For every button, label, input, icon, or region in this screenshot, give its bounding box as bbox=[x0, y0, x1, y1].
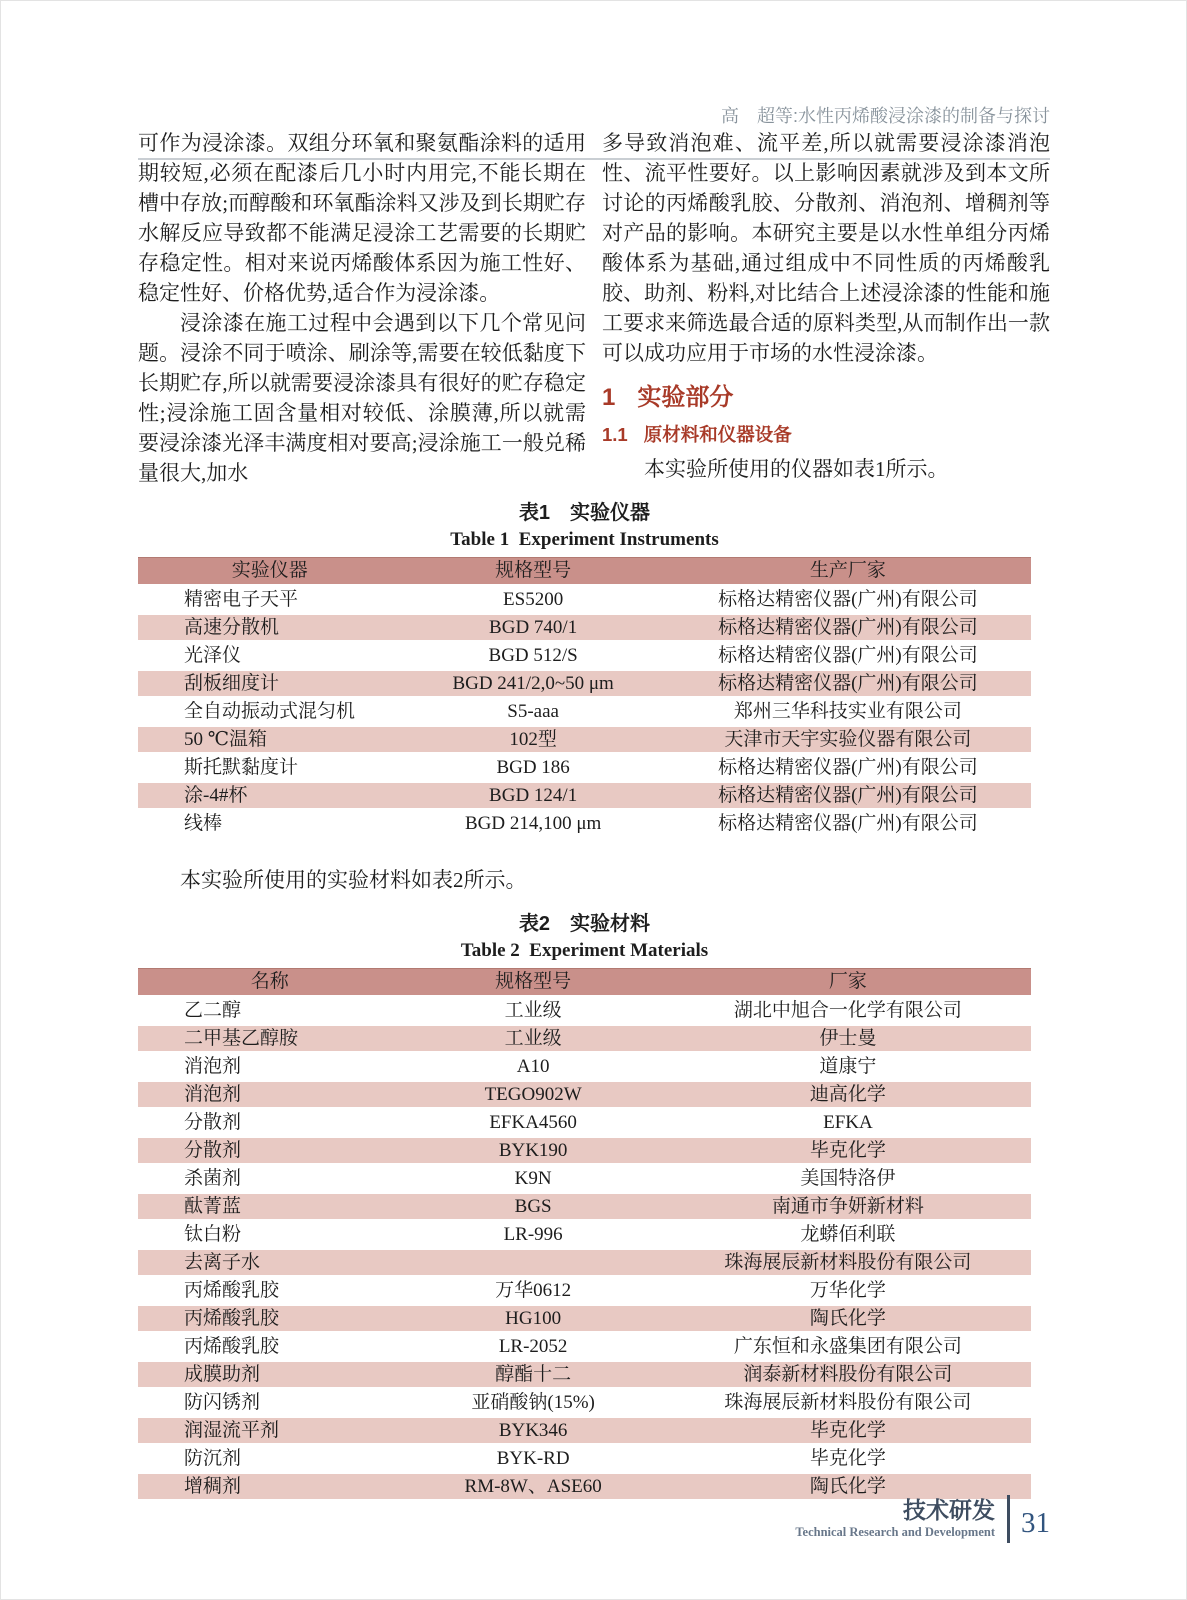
table-cell: 工业级 bbox=[401, 1026, 664, 1054]
table-cell: 标格达精密仪器(广州)有限公司 bbox=[665, 811, 1031, 839]
table-cell: 毕克化学 bbox=[665, 1446, 1031, 1474]
table-row bbox=[138, 1278, 1031, 1306]
footer-section-labels bbox=[795, 1497, 995, 1541]
table-cell: 南通市争妍新材料 bbox=[665, 1194, 1031, 1222]
table-cell: 润泰新材料股份有限公司 bbox=[665, 1362, 1031, 1390]
table-cell: 广东恒和永盛集团有限公司 bbox=[665, 1334, 1031, 1362]
two-column-body bbox=[138, 128, 1050, 488]
table-cell: 刮板细度计 bbox=[138, 671, 401, 699]
table-cell: 线棒 bbox=[138, 811, 401, 839]
table-cell: BYK-RD bbox=[401, 1446, 664, 1474]
paragraph: 浸涂漆在施工过程中会遇到以下几个常见问题。浸涂不同于喷涂、刷涂等,需要在较低黏度下长期贮存,所以就需要浸涂漆具有很好的贮存稳定性;浸涂施工固含量相对较低、涂膜薄,所以就需要浸涂漆光泽丰满度相对要高;浸涂施工一般兑稀量很大,加水 bbox=[138, 311, 586, 485]
table2-caption-en: Table 2 Experiment Materials bbox=[460, 940, 709, 961]
table1-caption-en: Table 1 Experiment Instruments bbox=[450, 529, 719, 550]
table-row bbox=[138, 727, 1031, 755]
table-cell: BGD 740/1 bbox=[401, 615, 664, 643]
column-header: 规格型号 bbox=[401, 968, 664, 998]
table2-caption bbox=[138, 911, 1031, 963]
table-cell: HG100 bbox=[401, 1306, 664, 1334]
table-row bbox=[138, 1362, 1031, 1390]
table-cell: LR-996 bbox=[401, 1222, 664, 1250]
table-cell: 标格达精密仪器(广州)有限公司 bbox=[665, 671, 1031, 699]
table-cell: ES5200 bbox=[401, 587, 664, 615]
table-cell: 陶氏化学 bbox=[665, 1474, 1031, 1502]
table-cell bbox=[401, 1250, 664, 1278]
table-cell: 二甲基乙醇胺 bbox=[138, 1026, 401, 1054]
table-row bbox=[138, 587, 1031, 615]
table-cell: 去离子水 bbox=[138, 1250, 401, 1278]
running-title: 高 超等:水性丙烯酸浸涂漆的制备与探讨 bbox=[721, 106, 1050, 126]
table-row bbox=[138, 998, 1031, 1026]
section-heading-1-1 bbox=[602, 422, 1050, 448]
paragraph: 多导致消泡难、流平差,所以就需要浸涂漆消泡性、流平性要好。以上影响因素就涉及到本文所讨论的丙烯酸乳胶、分散剂、消泡剂、增稠剂等对产品的影响。本研究主要是以水性单组分丙烯酸体系为基础,通过组成中不同性质的丙烯酸乳胶、助剂、粉料,对比结合上述浸涂漆的性能和施工要求来筛选最合适的原料类型,从而制作出一款可以成功应用于市场的水性浸涂漆。 bbox=[602, 131, 1050, 365]
table-cell: BGD 512/S bbox=[401, 643, 664, 671]
table-cell: 涂-4#杯 bbox=[138, 783, 401, 811]
table-cell: 润湿流平剂 bbox=[138, 1418, 401, 1446]
table-cell: 珠海展辰新材料股份有限公司 bbox=[665, 1250, 1031, 1278]
table-cell: 湖北中旭合一化学有限公司 bbox=[665, 998, 1031, 1026]
table-row bbox=[138, 1054, 1031, 1082]
table-row bbox=[138, 783, 1031, 811]
table-cell: BGD 241/2,0~50 μm bbox=[401, 671, 664, 699]
paragraph: 可作为浸涂漆。双组分环氧和聚氨酯涂料的适用期较短,必须在配漆后几小时内用完,不能长期在槽中存放;而醇酸和环氧酯涂料又涉及到长期贮存水解反应导致都不能满足浸涂工艺需要的长期贮存稳定性。相对来说丙烯酸体系因为施工性好、稳定性好、价格优势,适合作为浸涂漆。 bbox=[138, 131, 586, 305]
column-header: 厂家 bbox=[665, 968, 1031, 998]
table-row bbox=[138, 1138, 1031, 1166]
section-heading-1 bbox=[602, 382, 1050, 414]
table-row bbox=[138, 755, 1031, 783]
table-cell: 丙烯酸乳胶 bbox=[138, 1334, 401, 1362]
table-cell: A10 bbox=[401, 1054, 664, 1082]
table-cell: 光泽仪 bbox=[138, 643, 401, 671]
table-cell: BGD 124/1 bbox=[401, 783, 664, 811]
table-experiment-materials bbox=[138, 968, 1031, 1502]
table2-caption-cn: 表2 实验材料 bbox=[518, 913, 651, 935]
footer-divider bbox=[1007, 1495, 1010, 1543]
table-cell: 全自动振动式混匀机 bbox=[138, 699, 401, 727]
table-cell: 酞菁蓝 bbox=[138, 1194, 401, 1222]
table-cell: 分散剂 bbox=[138, 1110, 401, 1138]
table-cell: TEGO902W bbox=[401, 1082, 664, 1110]
table1-caption-cn: 表1 实验仪器 bbox=[518, 502, 651, 524]
table-cell: 标格达精密仪器(广州)有限公司 bbox=[665, 755, 1031, 783]
table-row bbox=[138, 1390, 1031, 1418]
table-cell: 标格达精密仪器(广州)有限公司 bbox=[665, 587, 1031, 615]
table-row bbox=[138, 811, 1031, 839]
table-cell: 钛白粉 bbox=[138, 1222, 401, 1250]
table-cell: 防沉剂 bbox=[138, 1446, 401, 1474]
table-cell: 郑州三华科技实业有限公司 bbox=[665, 699, 1031, 727]
table-cell: 龙蟒佰利联 bbox=[665, 1222, 1031, 1250]
table-cell: 陶氏化学 bbox=[665, 1306, 1031, 1334]
table-row bbox=[138, 615, 1031, 643]
table-cell: 成膜助剂 bbox=[138, 1362, 401, 1390]
table-cell: 美国特洛伊 bbox=[665, 1166, 1031, 1194]
table-cell: 102型 bbox=[401, 727, 664, 755]
page-content bbox=[138, 128, 1050, 1502]
table-cell: 50 ℃温箱 bbox=[138, 727, 401, 755]
table-body bbox=[138, 998, 1031, 1502]
table-header-row bbox=[138, 968, 1031, 998]
footer-section-cn: 技术研发 bbox=[903, 1497, 995, 1523]
right-column bbox=[602, 128, 1050, 488]
table-cell: EFKA4560 bbox=[401, 1110, 664, 1138]
table-cell: 增稠剂 bbox=[138, 1474, 401, 1502]
table-row bbox=[138, 1166, 1031, 1194]
table-cell: 标格达精密仪器(广州)有限公司 bbox=[665, 783, 1031, 811]
table-cell: 分散剂 bbox=[138, 1138, 401, 1166]
table-cell: 迪高化学 bbox=[665, 1082, 1031, 1110]
table-cell: RM-8W、ASE60 bbox=[401, 1474, 664, 1502]
table-header bbox=[138, 557, 1031, 587]
table-cell: 毕克化学 bbox=[665, 1138, 1031, 1166]
table-cell: 天津市天宇实验仪器有限公司 bbox=[665, 727, 1031, 755]
table-row bbox=[138, 1250, 1031, 1278]
table-row bbox=[138, 1110, 1031, 1138]
page-footer bbox=[138, 1495, 1050, 1543]
table-cell: 工业级 bbox=[401, 998, 664, 1026]
table-cell: 高速分散机 bbox=[138, 615, 401, 643]
table-row bbox=[138, 1026, 1031, 1054]
table-experiment-instruments bbox=[138, 557, 1031, 839]
table-body bbox=[138, 587, 1031, 839]
table-cell: 精密电子天平 bbox=[138, 587, 401, 615]
table-cell: BGS bbox=[401, 1194, 664, 1222]
table-cell: 消泡剂 bbox=[138, 1054, 401, 1082]
table-cell: LR-2052 bbox=[401, 1334, 664, 1362]
table-cell: 消泡剂 bbox=[138, 1082, 401, 1110]
table-cell: BGD 186 bbox=[401, 755, 664, 783]
table-row bbox=[138, 1222, 1031, 1250]
table-cell: 标格达精密仪器(广州)有限公司 bbox=[665, 615, 1031, 643]
table-header-row bbox=[138, 557, 1031, 587]
column-header: 生产厂家 bbox=[665, 557, 1031, 587]
footer-section-en: Technical Research and Development bbox=[795, 1525, 995, 1539]
table-row bbox=[138, 1082, 1031, 1110]
paragraph: 本实验所使用的实验材料如表2所示。 bbox=[180, 868, 527, 892]
section-number: 1.1 bbox=[602, 424, 628, 445]
table-cell: 道康宁 bbox=[665, 1054, 1031, 1082]
table-cell: S5-aaa bbox=[401, 699, 664, 727]
table-cell: BGD 214,100 μm bbox=[401, 811, 664, 839]
column-header: 实验仪器 bbox=[138, 557, 401, 587]
table-cell: 防闪锈剂 bbox=[138, 1390, 401, 1418]
table-cell: 珠海展辰新材料股份有限公司 bbox=[665, 1390, 1031, 1418]
table-cell: EFKA bbox=[665, 1110, 1031, 1138]
table-cell: 毕克化学 bbox=[665, 1418, 1031, 1446]
column-header: 规格型号 bbox=[401, 557, 664, 587]
table-cell: 乙二醇 bbox=[138, 998, 401, 1026]
column-header: 名称 bbox=[138, 968, 401, 998]
table-cell: 丙烯酸乳胶 bbox=[138, 1278, 401, 1306]
table-cell: 斯托默黏度计 bbox=[138, 755, 401, 783]
table-row bbox=[138, 699, 1031, 727]
section-number: 1 bbox=[602, 384, 616, 411]
table-row bbox=[138, 1446, 1031, 1474]
table-cell: BYK346 bbox=[401, 1418, 664, 1446]
table-row bbox=[138, 643, 1031, 671]
table-row bbox=[138, 1334, 1031, 1362]
table-cell: 万华0612 bbox=[401, 1278, 664, 1306]
table-header bbox=[138, 968, 1031, 998]
left-column bbox=[138, 128, 586, 488]
table1-caption bbox=[138, 500, 1031, 552]
table-row bbox=[138, 1194, 1031, 1222]
table-cell: 丙烯酸乳胶 bbox=[138, 1306, 401, 1334]
section-title: 原材料和仪器设备 bbox=[643, 424, 792, 445]
table-cell: K9N bbox=[401, 1166, 664, 1194]
table-cell: BYK190 bbox=[401, 1138, 664, 1166]
table-cell: 万华化学 bbox=[665, 1278, 1031, 1306]
table-cell: 标格达精密仪器(广州)有限公司 bbox=[665, 643, 1031, 671]
table-cell: 杀菌剂 bbox=[138, 1166, 401, 1194]
table-cell: 亚硝酸钠(15%) bbox=[401, 1390, 664, 1418]
table-row bbox=[138, 1418, 1031, 1446]
table-row bbox=[138, 1306, 1031, 1334]
table-cell: 伊士曼 bbox=[665, 1026, 1031, 1054]
paragraph: 本实验所使用的仪器如表1所示。 bbox=[644, 457, 949, 481]
table-cell: 醇酯十二 bbox=[401, 1362, 664, 1390]
page-number: 31 bbox=[1021, 1506, 1050, 1539]
table-row bbox=[138, 671, 1031, 699]
section-title: 实验部分 bbox=[637, 384, 734, 411]
